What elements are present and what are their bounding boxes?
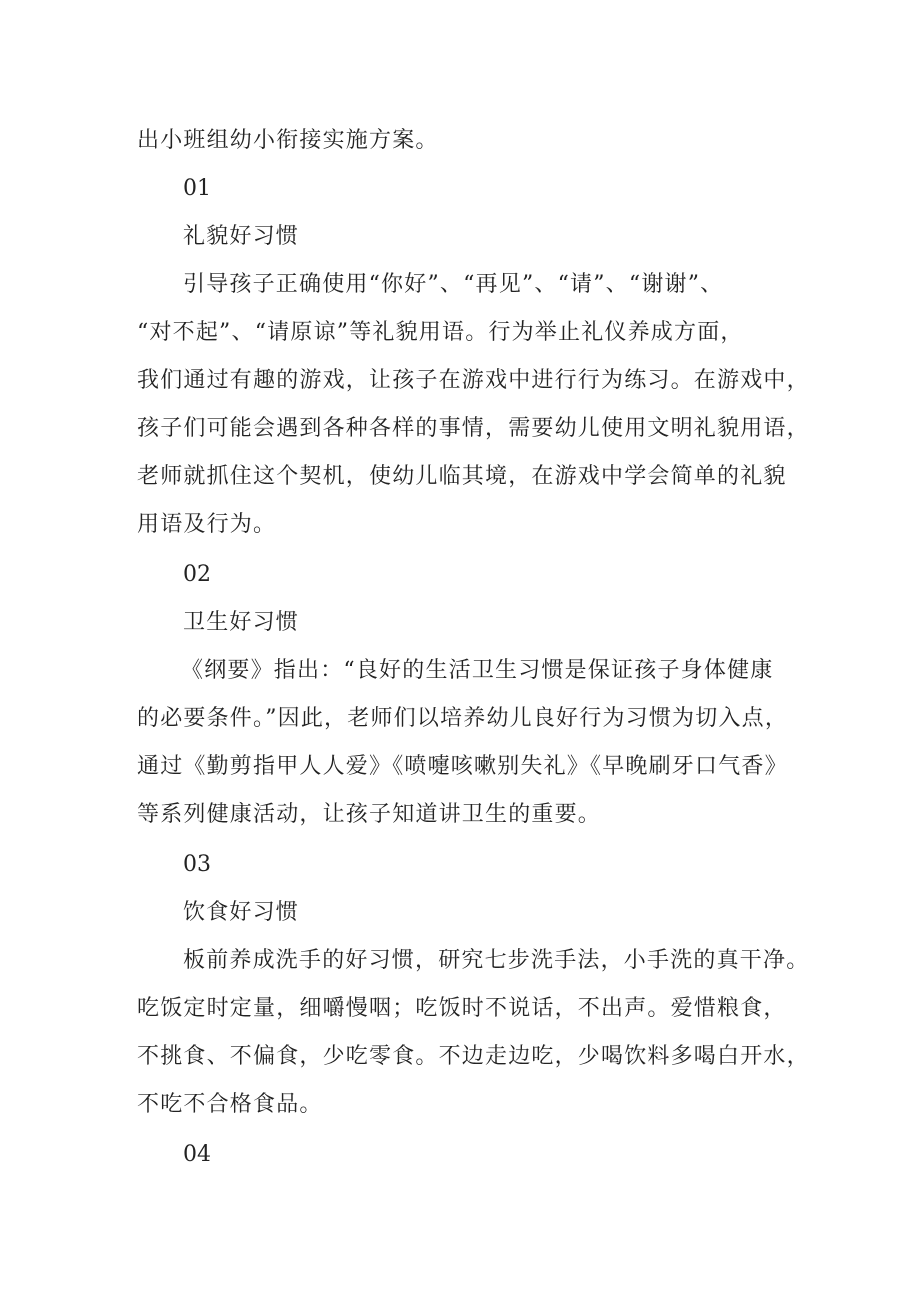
paragraph-line: 等系列健康活动，让孩子知道讲卫生的重要。 bbox=[137, 802, 602, 827]
section-title: 饮食好习惯 bbox=[183, 900, 300, 925]
paragraph-line: 孩子们可能会遇到各种各样的事情，需要幼儿使用文明礼貌用语， bbox=[137, 416, 810, 441]
paragraph-line: 板前养成洗手的好习惯，研究七步洗手法，小手洗的真干净。 bbox=[183, 948, 810, 973]
paragraph-line: 我们通过有趣的游戏，让孩子在游戏中进行行为练习。在游戏中， bbox=[137, 368, 810, 393]
paragraph-line: 不吃不合格食品。 bbox=[137, 1092, 323, 1117]
section-number: 01 bbox=[183, 176, 211, 201]
paragraph-line: 的必要条件。”因此，老师们以培养幼儿良好行为习惯为切入点， bbox=[137, 706, 789, 731]
section-number: 02 bbox=[183, 562, 211, 587]
section-number: 04 bbox=[183, 1142, 211, 1167]
section-number: 03 bbox=[183, 852, 211, 877]
paragraph-line: 用语及行为。 bbox=[137, 512, 277, 537]
paragraph-line: 《纲要》指出：“良好的生活卫生习惯是保证孩子身体健康 bbox=[181, 658, 774, 683]
paragraph-line: 老师就抓住这个契机，使幼儿临其境，在游戏中学会简单的礼貌 bbox=[137, 464, 787, 489]
paragraph-line: 吃饭定时定量，细嚼慢咽；吃饭时不说话，不出声。爱惜粮食， bbox=[137, 996, 787, 1021]
paragraph-line: 通过《勤剪指甲人人爱》《喷嚏咳嗽别失礼》《早晚刷牙口气香》 bbox=[137, 754, 788, 779]
section-title: 礼貌好习惯 bbox=[183, 224, 300, 249]
paragraph-line: “对不起”、“请原谅”等礼貌用语。行为举止礼仪养成方面， bbox=[137, 320, 744, 345]
section-title: 卫生好习惯 bbox=[183, 610, 300, 635]
intro-line: 出小班组幼小衔接实施方案。 bbox=[137, 128, 439, 153]
paragraph-line: 引导孩子正确使用“你好”、“再见”、“请”、“谢谢”、 bbox=[183, 272, 724, 297]
paragraph-line: 不挑食、不偏食，少吃零食。不边走边吃，少喝饮料多喝白开水， bbox=[137, 1044, 810, 1069]
